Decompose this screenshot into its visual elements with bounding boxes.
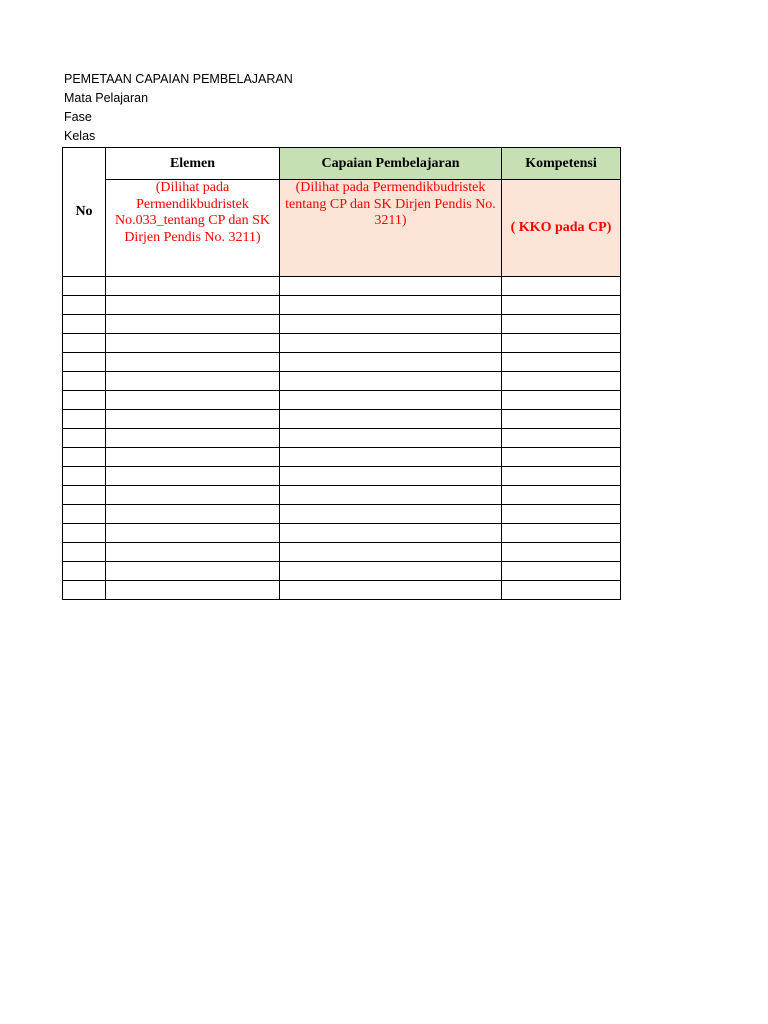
class-label: Kelas <box>64 129 96 143</box>
table-row <box>63 448 621 467</box>
cell-capaian[interactable] <box>280 334 502 353</box>
cell-no[interactable] <box>63 448 106 467</box>
table-header-row <box>63 148 621 180</box>
cell-elemen[interactable] <box>106 467 280 486</box>
table-row <box>63 296 621 315</box>
cell-kompetensi[interactable] <box>502 543 621 562</box>
cell-no[interactable] <box>63 296 106 315</box>
table-row <box>63 505 621 524</box>
cell-capaian[interactable] <box>280 543 502 562</box>
cell-kompetensi[interactable] <box>502 277 621 296</box>
cell-elemen[interactable] <box>106 486 280 505</box>
cell-no[interactable] <box>63 429 106 448</box>
phase-label: Fase <box>64 110 92 124</box>
cell-no[interactable] <box>63 410 106 429</box>
table-row <box>63 429 621 448</box>
table-row <box>63 486 621 505</box>
table-row <box>63 372 621 391</box>
cell-no[interactable] <box>63 277 106 296</box>
document-title: PEMETAAN CAPAIAN PEMBELAJARAN <box>64 72 293 86</box>
cell-kompetensi[interactable] <box>502 296 621 315</box>
cell-no[interactable] <box>63 505 106 524</box>
cell-elemen[interactable] <box>106 410 280 429</box>
cell-capaian[interactable] <box>280 581 502 600</box>
cell-no[interactable] <box>63 334 106 353</box>
table-description-row <box>63 180 621 277</box>
cell-capaian[interactable] <box>280 296 502 315</box>
cell-elemen[interactable] <box>106 505 280 524</box>
cell-capaian[interactable] <box>280 486 502 505</box>
table-row <box>63 353 621 372</box>
cell-capaian[interactable] <box>280 505 502 524</box>
table-row <box>63 391 621 410</box>
cell-kompetensi[interactable] <box>502 467 621 486</box>
cell-kompetensi[interactable] <box>502 562 621 581</box>
table-row <box>63 581 621 600</box>
cell-capaian[interactable] <box>280 353 502 372</box>
table-row <box>63 315 621 334</box>
cell-kompetensi[interactable] <box>502 486 621 505</box>
cell-capaian[interactable] <box>280 391 502 410</box>
cell-capaian[interactable] <box>280 277 502 296</box>
cell-kompetensi[interactable] <box>502 429 621 448</box>
cell-no[interactable] <box>63 315 106 334</box>
cell-elemen[interactable] <box>106 334 280 353</box>
cell-no[interactable] <box>63 543 106 562</box>
cell-kompetensi[interactable] <box>502 353 621 372</box>
cell-no[interactable] <box>63 467 106 486</box>
cell-kompetensi[interactable] <box>502 372 621 391</box>
cell-kompetensi[interactable] <box>502 315 621 334</box>
cell-kompetensi[interactable] <box>502 391 621 410</box>
cell-capaian[interactable] <box>280 562 502 581</box>
elemen-note[interactable]: (Dilihat pada Permendikbudristek No.033_tentang CP dan SK Dirjen Pendis No. 3211) <box>106 180 280 277</box>
cell-elemen[interactable] <box>106 277 280 296</box>
table-row <box>63 334 621 353</box>
column-header-kompetensi[interactable]: Kompetensi <box>502 148 621 180</box>
cell-capaian[interactable] <box>280 467 502 486</box>
cell-no[interactable] <box>63 372 106 391</box>
cell-elemen[interactable] <box>106 562 280 581</box>
document-header <box>64 70 293 146</box>
cell-kompetensi[interactable] <box>502 334 621 353</box>
column-header-elemen[interactable]: Elemen <box>106 148 280 180</box>
cell-no[interactable] <box>63 486 106 505</box>
column-header-no[interactable]: No <box>63 148 106 277</box>
kompetensi-note[interactable]: ( KKO pada CP) <box>502 180 621 277</box>
table-row <box>63 543 621 562</box>
cell-elemen[interactable] <box>106 353 280 372</box>
mapping-table <box>62 147 621 600</box>
cell-kompetensi[interactable] <box>502 524 621 543</box>
cell-capaian[interactable] <box>280 524 502 543</box>
cell-elemen[interactable] <box>106 391 280 410</box>
table-row <box>63 562 621 581</box>
cell-kompetensi[interactable] <box>502 505 621 524</box>
cell-elemen[interactable] <box>106 296 280 315</box>
cell-no[interactable] <box>63 391 106 410</box>
cell-elemen[interactable] <box>106 429 280 448</box>
cell-capaian[interactable] <box>280 448 502 467</box>
cell-no[interactable] <box>63 562 106 581</box>
column-header-capaian[interactable]: Capaian Pembelajaran <box>280 148 502 180</box>
cell-no[interactable] <box>63 524 106 543</box>
table-row <box>63 524 621 543</box>
cell-elemen[interactable] <box>106 448 280 467</box>
cell-elemen[interactable] <box>106 372 280 391</box>
cell-no[interactable] <box>63 353 106 372</box>
cell-elemen[interactable] <box>106 524 280 543</box>
cell-elemen[interactable] <box>106 315 280 334</box>
subject-label: Mata Pelajaran <box>64 91 149 105</box>
cell-kompetensi[interactable] <box>502 581 621 600</box>
cell-capaian[interactable] <box>280 429 502 448</box>
cell-elemen[interactable] <box>106 543 280 562</box>
table-row <box>63 410 621 429</box>
cell-kompetensi[interactable] <box>502 448 621 467</box>
table-row <box>63 277 621 296</box>
cell-no[interactable] <box>63 581 106 600</box>
cell-elemen[interactable] <box>106 581 280 600</box>
table-row <box>63 467 621 486</box>
cell-capaian[interactable] <box>280 372 502 391</box>
cell-capaian[interactable] <box>280 315 502 334</box>
cell-kompetensi[interactable] <box>502 410 621 429</box>
capaian-note[interactable]: (Dilihat pada Permendikbudristek tentang CP dan SK Dirjen Pendis No. 3211) <box>280 180 502 277</box>
cell-capaian[interactable] <box>280 410 502 429</box>
